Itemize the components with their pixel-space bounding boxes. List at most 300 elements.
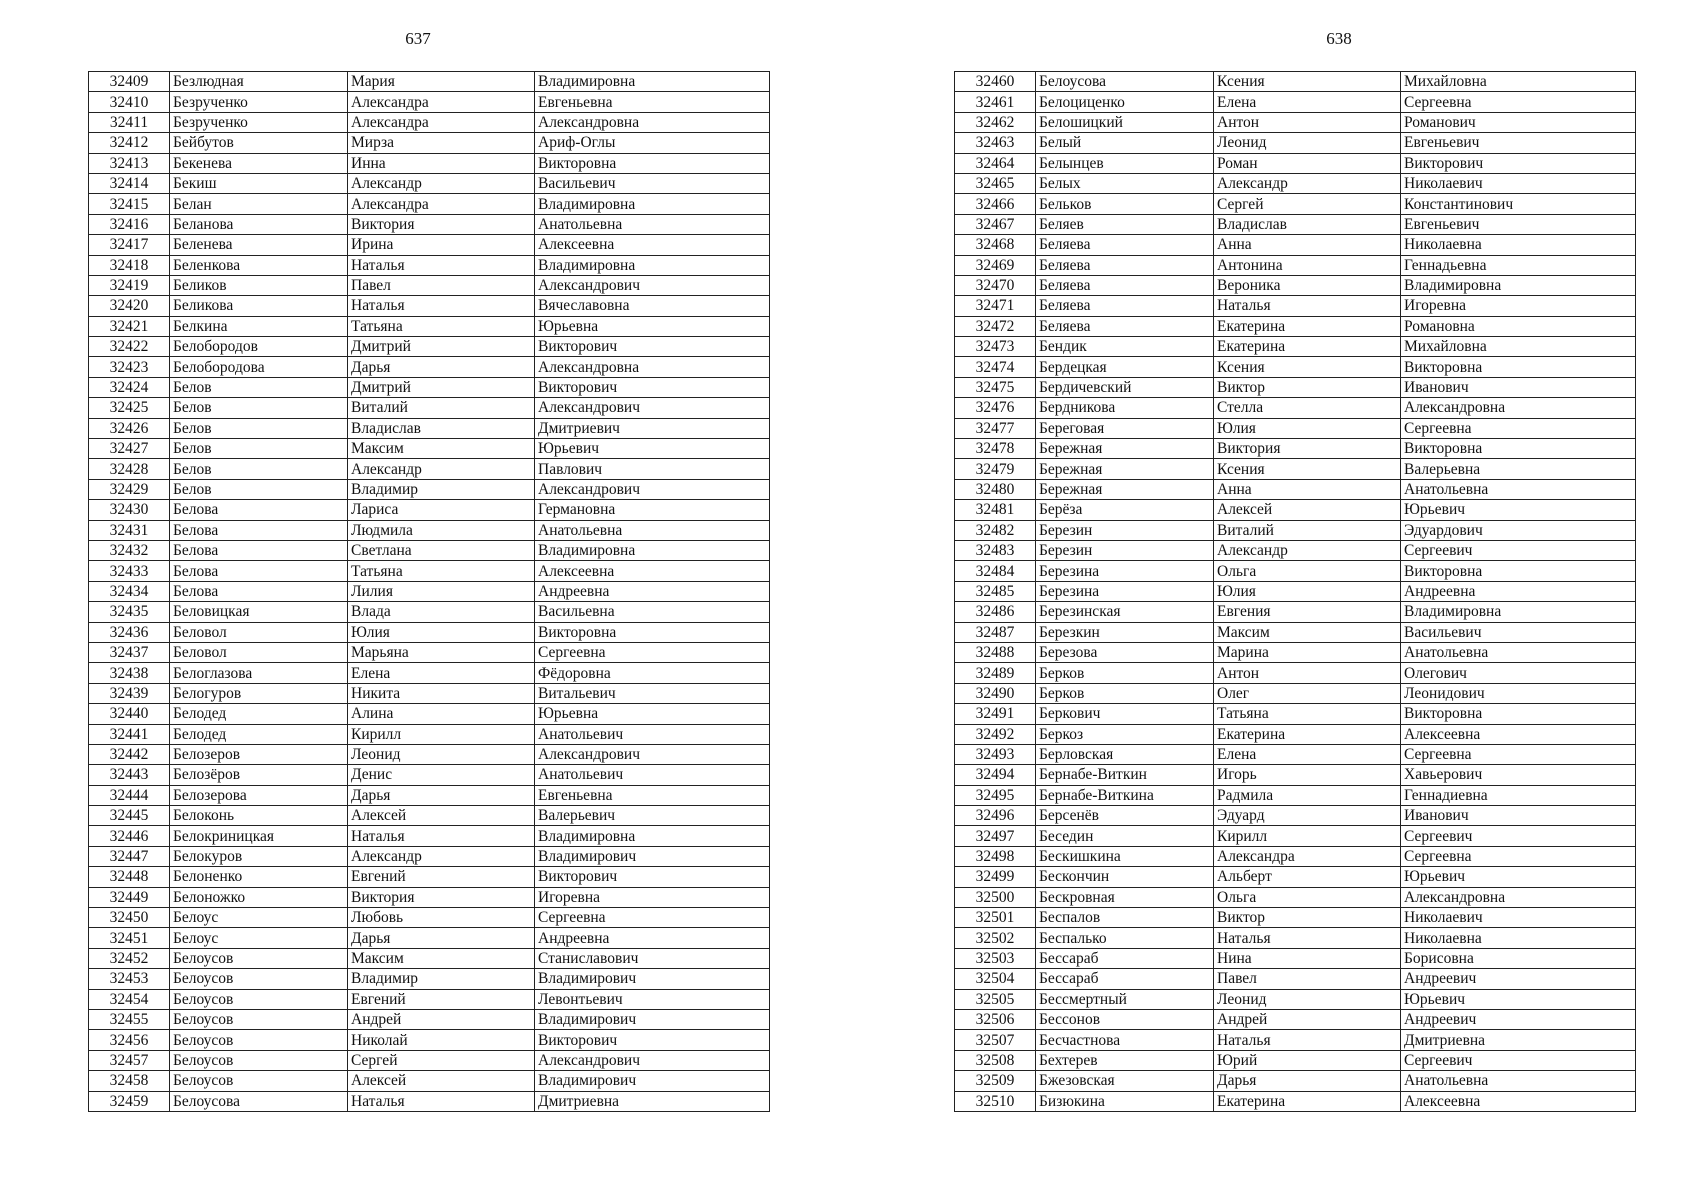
- first-name-cell: Максим: [1214, 622, 1401, 642]
- patronymic-cell: Валерьевна: [1401, 459, 1636, 479]
- last-name-cell: Бессонов: [1036, 1009, 1214, 1029]
- last-name-cell: Бескровная: [1036, 887, 1214, 907]
- last-name-cell: Беркович: [1036, 704, 1214, 724]
- first-name-cell: Владимир: [348, 969, 535, 989]
- record-number-cell: 32438: [89, 663, 170, 683]
- table-row: [89, 275, 770, 295]
- table-row: [89, 622, 770, 642]
- record-number-cell: 32442: [89, 744, 170, 764]
- last-name-cell: Беляева: [1036, 255, 1214, 275]
- last-name-cell: Березина: [1036, 581, 1214, 601]
- table-row: [89, 1091, 770, 1111]
- first-name-cell: Александра: [348, 112, 535, 132]
- patronymic-cell: Юрьевна: [535, 316, 770, 336]
- record-number-cell: 32426: [89, 418, 170, 438]
- patronymic-cell: Олегович: [1401, 663, 1636, 683]
- last-name-cell: Бернабе-Виткина: [1036, 785, 1214, 805]
- record-number-cell: 32488: [955, 642, 1036, 662]
- table-row: [955, 540, 1636, 560]
- patronymic-cell: Анатольевна: [1401, 642, 1636, 662]
- patronymic-cell: Андреевич: [1401, 1009, 1636, 1029]
- last-name-cell: Бехтерев: [1036, 1050, 1214, 1070]
- table-row: [89, 581, 770, 601]
- first-name-cell: Елена: [1214, 744, 1401, 764]
- patronymic-cell: Викторовна: [1401, 561, 1636, 581]
- record-number-cell: 32416: [89, 214, 170, 234]
- table-row: [955, 785, 1636, 805]
- last-name-cell: Белых: [1036, 173, 1214, 193]
- patronymic-cell: Хавьерович: [1401, 765, 1636, 785]
- last-name-cell: Берёза: [1036, 500, 1214, 520]
- table-row: [89, 826, 770, 846]
- table-row: [955, 908, 1636, 928]
- last-name-cell: Белоусова: [1036, 72, 1214, 92]
- table-row: [955, 867, 1636, 887]
- first-name-cell: Наталья: [348, 1091, 535, 1111]
- record-number-cell: 32413: [89, 153, 170, 173]
- record-number-cell: 32424: [89, 377, 170, 397]
- patronymic-cell: Алексеевна: [1401, 724, 1636, 744]
- first-name-cell: Александр: [348, 459, 535, 479]
- first-name-cell: Виктория: [348, 887, 535, 907]
- patronymic-cell: Валерьевич: [535, 806, 770, 826]
- table-row: [955, 704, 1636, 724]
- patronymic-cell: Сергеевна: [1401, 418, 1636, 438]
- table-row: [955, 642, 1636, 662]
- first-name-cell: Евгения: [1214, 602, 1401, 622]
- first-name-cell: Дарья: [348, 928, 535, 948]
- first-name-cell: Алексей: [348, 1071, 535, 1091]
- patronymic-cell: Викторович: [535, 867, 770, 887]
- record-number-cell: 32485: [955, 581, 1036, 601]
- patronymic-cell: Владимировна: [1401, 275, 1636, 295]
- record-number-cell: 32423: [89, 357, 170, 377]
- last-name-cell: Березинская: [1036, 602, 1214, 622]
- table-row: [89, 989, 770, 1009]
- first-name-cell: Ксения: [1214, 459, 1401, 479]
- last-name-cell: Беланова: [170, 214, 348, 234]
- last-name-cell: Белоусов: [170, 948, 348, 968]
- record-number-cell: 32498: [955, 846, 1036, 866]
- patronymic-cell: Романович: [1401, 112, 1636, 132]
- record-number-cell: 32448: [89, 867, 170, 887]
- record-number-cell: 32508: [955, 1050, 1036, 1070]
- first-name-cell: Виктория: [348, 214, 535, 234]
- table-row: [89, 72, 770, 92]
- first-name-cell: Николай: [348, 1030, 535, 1050]
- last-name-cell: Беседин: [1036, 826, 1214, 846]
- record-number-cell: 32465: [955, 173, 1036, 193]
- record-number-cell: 32480: [955, 479, 1036, 499]
- patronymic-cell: Николаевич: [1401, 908, 1636, 928]
- record-number-cell: 32434: [89, 581, 170, 601]
- table-row: [955, 846, 1636, 866]
- record-number-cell: 32468: [955, 235, 1036, 255]
- first-name-cell: Татьяна: [1214, 704, 1401, 724]
- record-number-cell: 32444: [89, 785, 170, 805]
- record-number-cell: 32481: [955, 500, 1036, 520]
- table-row: [89, 540, 770, 560]
- table-row: [89, 1071, 770, 1091]
- patronymic-cell: Сергеевна: [1401, 92, 1636, 112]
- patronymic-cell: Викторович: [1401, 153, 1636, 173]
- record-number-cell: 32466: [955, 194, 1036, 214]
- table-row: [955, 72, 1636, 92]
- record-number-cell: 32483: [955, 540, 1036, 560]
- table-row: [89, 520, 770, 540]
- patronymic-cell: Иванович: [1401, 377, 1636, 397]
- record-number-cell: 32441: [89, 724, 170, 744]
- first-name-cell: Сергей: [1214, 194, 1401, 214]
- record-number-cell: 32425: [89, 398, 170, 418]
- patronymic-cell: Владимирович: [535, 969, 770, 989]
- table-row: [89, 194, 770, 214]
- first-name-cell: Наталья: [348, 826, 535, 846]
- last-name-cell: Белокриницкая: [170, 826, 348, 846]
- patronymic-cell: Игоревна: [535, 887, 770, 907]
- last-name-cell: Бекенева: [170, 153, 348, 173]
- first-name-cell: Алексей: [348, 806, 535, 826]
- first-name-cell: Екатерина: [1214, 1091, 1401, 1111]
- table-row: [89, 500, 770, 520]
- last-name-cell: Бердникова: [1036, 398, 1214, 418]
- patronymic-cell: Андреевич: [1401, 969, 1636, 989]
- record-number-cell: 32503: [955, 948, 1036, 968]
- last-name-cell: Белошицкий: [1036, 112, 1214, 132]
- record-number-cell: 32486: [955, 602, 1036, 622]
- record-number-cell: 32475: [955, 377, 1036, 397]
- last-name-cell: Беляева: [1036, 296, 1214, 316]
- name-table: [954, 71, 1636, 1112]
- first-name-cell: Леонид: [1214, 133, 1401, 153]
- name-table-body: [89, 72, 770, 1112]
- patronymic-cell: Юрьевна: [535, 704, 770, 724]
- first-name-cell: Ольга: [1214, 887, 1401, 907]
- table-row: [955, 683, 1636, 703]
- last-name-cell: Белова: [170, 540, 348, 560]
- record-number-cell: 32420: [89, 296, 170, 316]
- last-name-cell: Бессараб: [1036, 948, 1214, 968]
- last-name-cell: Бернабе-Виткин: [1036, 765, 1214, 785]
- first-name-cell: Юлия: [1214, 581, 1401, 601]
- table-row: [89, 928, 770, 948]
- record-number-cell: 32464: [955, 153, 1036, 173]
- last-name-cell: Белова: [170, 520, 348, 540]
- table-row: [89, 948, 770, 968]
- patronymic-cell: Андреевна: [1401, 581, 1636, 601]
- record-number-cell: 32410: [89, 92, 170, 112]
- last-name-cell: Белан: [170, 194, 348, 214]
- record-number-cell: 32417: [89, 235, 170, 255]
- table-row: [955, 112, 1636, 132]
- record-number-cell: 32510: [955, 1091, 1036, 1111]
- patronymic-cell: Владимирович: [535, 1009, 770, 1029]
- last-name-cell: Беляева: [1036, 235, 1214, 255]
- patronymic-cell: Геннадьевна: [1401, 255, 1636, 275]
- patronymic-cell: Викторовна: [1401, 439, 1636, 459]
- table-row: [89, 377, 770, 397]
- table-row: [89, 459, 770, 479]
- table-row: [955, 887, 1636, 907]
- table-row: [955, 744, 1636, 764]
- patronymic-cell: Леонидович: [1401, 683, 1636, 703]
- record-number-cell: 32472: [955, 316, 1036, 336]
- record-number-cell: 32502: [955, 928, 1036, 948]
- patronymic-cell: Геннадиевна: [1401, 785, 1636, 805]
- first-name-cell: Радмила: [1214, 785, 1401, 805]
- record-number-cell: 32476: [955, 398, 1036, 418]
- patronymic-cell: Евгеньевна: [535, 92, 770, 112]
- last-name-cell: Береговая: [1036, 418, 1214, 438]
- record-number-cell: 32487: [955, 622, 1036, 642]
- last-name-cell: Белодед: [170, 724, 348, 744]
- table-row: [955, 520, 1636, 540]
- table-row: [89, 744, 770, 764]
- first-name-cell: Антон: [1214, 663, 1401, 683]
- table-row: [89, 846, 770, 866]
- name-table: [88, 71, 770, 1112]
- first-name-cell: Дарья: [348, 785, 535, 805]
- last-name-cell: Безрученко: [170, 92, 348, 112]
- last-name-cell: Беликова: [170, 296, 348, 316]
- record-number-cell: 32496: [955, 806, 1036, 826]
- record-number-cell: 32427: [89, 439, 170, 459]
- last-name-cell: Белоусов: [170, 989, 348, 1009]
- first-name-cell: Стелла: [1214, 398, 1401, 418]
- table-row: [955, 194, 1636, 214]
- first-name-cell: Александра: [348, 194, 535, 214]
- table-row: [955, 765, 1636, 785]
- last-name-cell: Белова: [170, 561, 348, 581]
- patronymic-cell: Борисовна: [1401, 948, 1636, 968]
- table-row: [89, 887, 770, 907]
- last-name-cell: Бессараб: [1036, 969, 1214, 989]
- first-name-cell: Ксения: [1214, 357, 1401, 377]
- last-name-cell: Белоконь: [170, 806, 348, 826]
- record-number-cell: 32428: [89, 459, 170, 479]
- record-number-cell: 32440: [89, 704, 170, 724]
- table-row: [955, 275, 1636, 295]
- patronymic-cell: Анатольевич: [535, 765, 770, 785]
- table-row: [89, 806, 770, 826]
- last-name-cell: Бескишкина: [1036, 846, 1214, 866]
- record-number-cell: 32494: [955, 765, 1036, 785]
- table-row: [89, 561, 770, 581]
- first-name-cell: Наталья: [348, 255, 535, 275]
- patronymic-cell: Левонтьевич: [535, 989, 770, 1009]
- patronymic-cell: Владимировна: [535, 826, 770, 846]
- record-number-cell: 32433: [89, 561, 170, 581]
- last-name-cell: Бекиш: [170, 173, 348, 193]
- record-number-cell: 32430: [89, 500, 170, 520]
- first-name-cell: Дмитрий: [348, 377, 535, 397]
- table-row: [955, 1071, 1636, 1091]
- first-name-cell: Максим: [348, 439, 535, 459]
- first-name-cell: Кирилл: [348, 724, 535, 744]
- first-name-cell: Анна: [1214, 235, 1401, 255]
- table-row: [955, 1091, 1636, 1111]
- first-name-cell: Владислав: [348, 418, 535, 438]
- first-name-cell: Владислав: [1214, 214, 1401, 234]
- last-name-cell: Белов: [170, 479, 348, 499]
- first-name-cell: Екатерина: [1214, 724, 1401, 744]
- last-name-cell: Белоусов: [170, 1030, 348, 1050]
- patronymic-cell: Сергеевич: [1401, 1050, 1636, 1070]
- patronymic-cell: Викторовна: [1401, 357, 1636, 377]
- record-number-cell: 32479: [955, 459, 1036, 479]
- patronymic-cell: Станиславович: [535, 948, 770, 968]
- last-name-cell: Белозёров: [170, 765, 348, 785]
- first-name-cell: Юрий: [1214, 1050, 1401, 1070]
- first-name-cell: Эдуард: [1214, 806, 1401, 826]
- table-row: [89, 867, 770, 887]
- last-name-cell: Белов: [170, 377, 348, 397]
- first-name-cell: Евгений: [348, 989, 535, 1009]
- table-row: [955, 173, 1636, 193]
- record-number-cell: 32449: [89, 887, 170, 907]
- first-name-cell: Павел: [348, 275, 535, 295]
- last-name-cell: Бессмертный: [1036, 989, 1214, 1009]
- record-number-cell: 32462: [955, 112, 1036, 132]
- patronymic-cell: Владимировна: [535, 540, 770, 560]
- record-number-cell: 32422: [89, 337, 170, 357]
- first-name-cell: Александр: [348, 846, 535, 866]
- record-number-cell: 32471: [955, 296, 1036, 316]
- first-name-cell: Юлия: [348, 622, 535, 642]
- last-name-cell: Бжезовская: [1036, 1071, 1214, 1091]
- first-name-cell: Мирза: [348, 133, 535, 153]
- first-name-cell: Дмитрий: [348, 337, 535, 357]
- record-number-cell: 32450: [89, 908, 170, 928]
- first-name-cell: Никита: [348, 683, 535, 703]
- record-number-cell: 32491: [955, 704, 1036, 724]
- table-row: [955, 296, 1636, 316]
- record-number-cell: 32489: [955, 663, 1036, 683]
- last-name-cell: Беркоз: [1036, 724, 1214, 744]
- last-name-cell: Белова: [170, 500, 348, 520]
- record-number-cell: 32461: [955, 92, 1036, 112]
- table-row: [955, 153, 1636, 173]
- last-name-cell: Беспалов: [1036, 908, 1214, 928]
- first-name-cell: Виктор: [1214, 908, 1401, 928]
- first-name-cell: Виктор: [1214, 377, 1401, 397]
- patronymic-cell: Дмитриевна: [535, 1091, 770, 1111]
- record-number-cell: 32419: [89, 275, 170, 295]
- record-number-cell: 32431: [89, 520, 170, 540]
- first-name-cell: Людмила: [348, 520, 535, 540]
- table-row: [955, 581, 1636, 601]
- patronymic-cell: Сергеевна: [1401, 846, 1636, 866]
- patronymic-cell: Дмитриевич: [535, 418, 770, 438]
- table-row: [89, 112, 770, 132]
- last-name-cell: Беловицкая: [170, 602, 348, 622]
- table-row: [955, 479, 1636, 499]
- first-name-cell: Влада: [348, 602, 535, 622]
- last-name-cell: Беспалько: [1036, 928, 1214, 948]
- record-number-cell: 32477: [955, 418, 1036, 438]
- first-name-cell: Александр: [348, 173, 535, 193]
- last-name-cell: Бизюкина: [1036, 1091, 1214, 1111]
- record-number-cell: 32412: [89, 133, 170, 153]
- table-row: [89, 642, 770, 662]
- last-name-cell: Белогуров: [170, 683, 348, 703]
- first-name-cell: Антонина: [1214, 255, 1401, 275]
- patronymic-cell: Вячеславовна: [535, 296, 770, 316]
- last-name-cell: Березкин: [1036, 622, 1214, 642]
- table-row: [955, 337, 1636, 357]
- patronymic-cell: Евгеньевич: [1401, 214, 1636, 234]
- first-name-cell: Виталий: [1214, 520, 1401, 540]
- first-name-cell: Олег: [1214, 683, 1401, 703]
- table-row: [955, 663, 1636, 683]
- record-number-cell: 32456: [89, 1030, 170, 1050]
- patronymic-cell: Викторович: [535, 1030, 770, 1050]
- first-name-cell: Максим: [348, 948, 535, 968]
- patronymic-cell: Алексеевна: [535, 235, 770, 255]
- record-number-cell: 32460: [955, 72, 1036, 92]
- first-name-cell: Инна: [348, 153, 535, 173]
- last-name-cell: Белобородов: [170, 337, 348, 357]
- first-name-cell: Андрей: [348, 1009, 535, 1029]
- last-name-cell: Белкина: [170, 316, 348, 336]
- patronymic-cell: Германовна: [535, 500, 770, 520]
- last-name-cell: Белынцев: [1036, 153, 1214, 173]
- first-name-cell: Лилия: [348, 581, 535, 601]
- patronymic-cell: Алексеевна: [535, 561, 770, 581]
- table-row: [89, 683, 770, 703]
- first-name-cell: Сергей: [348, 1050, 535, 1070]
- patronymic-cell: Викторовна: [535, 153, 770, 173]
- right-page: [851, 0, 1702, 1200]
- record-number-cell: 32411: [89, 112, 170, 132]
- first-name-cell: Алина: [348, 704, 535, 724]
- table-row: [955, 439, 1636, 459]
- record-number-cell: 32455: [89, 1009, 170, 1029]
- table-row: [89, 133, 770, 153]
- patronymic-cell: Викторович: [535, 337, 770, 357]
- patronymic-cell: Юрьевич: [1401, 989, 1636, 1009]
- first-name-cell: Наталья: [1214, 928, 1401, 948]
- record-number-cell: 32470: [955, 275, 1036, 295]
- table-row: [89, 602, 770, 622]
- record-number-cell: 32437: [89, 642, 170, 662]
- table-row: [89, 765, 770, 785]
- patronymic-cell: Викторовна: [1401, 704, 1636, 724]
- table-row: [89, 724, 770, 744]
- first-name-cell: Александр: [1214, 540, 1401, 560]
- record-number-cell: 32474: [955, 357, 1036, 377]
- patronymic-cell: Ариф-Оглы: [535, 133, 770, 153]
- table-row: [89, 1009, 770, 1029]
- patronymic-cell: Сергеевич: [1401, 826, 1636, 846]
- last-name-cell: Бережная: [1036, 439, 1214, 459]
- patronymic-cell: Викторовна: [535, 622, 770, 642]
- first-name-cell: Наталья: [348, 296, 535, 316]
- first-name-cell: Игорь: [1214, 765, 1401, 785]
- first-name-cell: Марьяна: [348, 642, 535, 662]
- last-name-cell: Бесчастнова: [1036, 1030, 1214, 1050]
- record-number-cell: 32507: [955, 1030, 1036, 1050]
- first-name-cell: Екатерина: [1214, 316, 1401, 336]
- record-number-cell: 32504: [955, 969, 1036, 989]
- table-row: [955, 92, 1636, 112]
- first-name-cell: Елена: [348, 663, 535, 683]
- last-name-cell: Белов: [170, 418, 348, 438]
- patronymic-cell: Александрович: [535, 398, 770, 418]
- patronymic-cell: Витальевич: [535, 683, 770, 703]
- first-name-cell: Александр: [1214, 173, 1401, 193]
- last-name-cell: Березова: [1036, 642, 1214, 662]
